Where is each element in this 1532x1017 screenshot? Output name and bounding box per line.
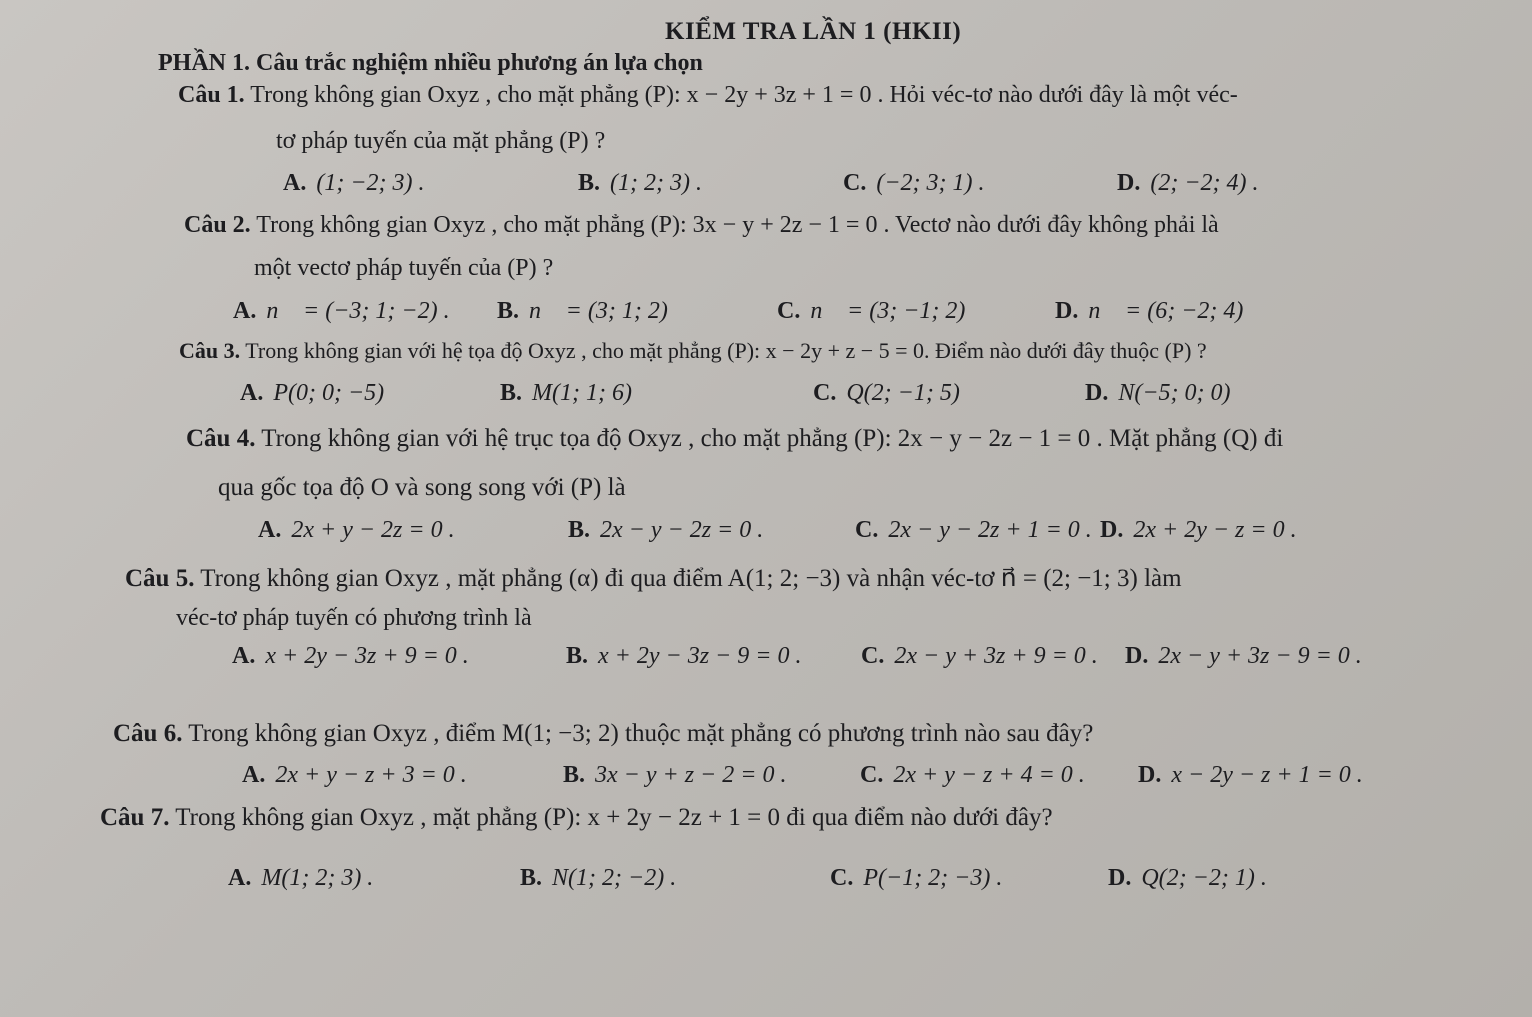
question-text-cont: một vectơ pháp tuyến của (P) ? <box>254 255 554 281</box>
option-b: B. N(1; 2; −2) . <box>520 865 677 891</box>
option-c: C. n⃗ = (3; −1; 2) <box>777 298 966 324</box>
question-label: Câu 7. <box>100 804 170 831</box>
question-text: Trong không gian với hệ trục tọa độ Oxyz , cho mặt phẳng (P): 2x − y − 2z − 1 = 0 . Mặt phẳng (Q) đi <box>261 425 1284 452</box>
option-a: A. 2x + y − 2z = 0 . <box>258 517 455 543</box>
question-6 <box>113 720 1093 748</box>
question-label: Câu 2. <box>184 212 251 238</box>
option-b: B. 3x − y + z − 2 = 0 . <box>563 762 787 788</box>
option-b: B. 2x − y − 2z = 0 . <box>568 517 764 543</box>
option-c: C. 2x − y + 3z + 9 = 0 . <box>861 643 1098 669</box>
option-d: D. 2x − y + 3z − 9 = 0 . <box>1125 643 1362 669</box>
question-label: Câu 3. <box>179 338 241 363</box>
question-label: Câu 1. <box>178 82 245 108</box>
option-a: A. x + 2y − 3z + 9 = 0 . <box>232 643 469 669</box>
question-text: Trong không gian với hệ tọa độ Oxyz , cho mặt phẳng (P): x − 2y + z − 5 = 0. Điểm nào dưới đây thuộc (P) ? <box>245 338 1207 363</box>
question-text-cont: qua gốc tọa độ O và song song với (P) là <box>218 474 626 501</box>
option-c: C. 2x − y − 2z + 1 = 0 . <box>855 517 1092 543</box>
question-5 <box>125 563 1182 593</box>
part-heading: PHẦN 1. Câu trắc nghiệm nhiều phương án lựa chọn <box>158 50 703 76</box>
option-d: D. n⃗ = (6; −2; 4) <box>1055 298 1244 324</box>
option-a: A. 2x + y − z + 3 = 0 . <box>242 762 467 788</box>
option-a: A. (1; −2; 3) . <box>283 170 425 196</box>
option-c: C. P(−1; 2; −3) . <box>830 865 1003 891</box>
option-c: C. (−2; 3; 1) . <box>843 170 985 196</box>
question-label: Câu 4. <box>186 425 256 452</box>
question-text: Trong không gian Oxyz , mặt phẳng (P): x + 2y − 2z + 1 = 0 đi qua điểm nào dưới đây? <box>175 804 1053 831</box>
option-a: A. P(0; 0; −5) <box>240 380 385 406</box>
option-d: D. (2; −2; 4) . <box>1117 170 1259 196</box>
option-b: B. x + 2y − 3z − 9 = 0 . <box>566 643 802 669</box>
option-b: B. n⃗ = (3; 1; 2) <box>497 298 668 324</box>
question-label: Câu 6. <box>113 720 183 747</box>
option-d: D. N(−5; 0; 0) <box>1085 380 1231 406</box>
question-text: Trong không gian Oxyz , mặt phẳng (α) đi qua điểm A(1; 2; −3) và nhận véc-tơ n⃗ = (2; −1; 3) làm <box>200 565 1182 592</box>
exam-title: KIỂM TRA LẦN 1 (HKII) <box>665 18 962 45</box>
option-a: A. M(1; 2; 3) . <box>228 865 374 891</box>
question-text: Trong không gian Oxyz , cho mặt phẳng (P): 3x − y + 2z − 1 = 0 . Vectơ nào dưới đây không phải là <box>256 212 1219 238</box>
option-b: B. M(1; 1; 6) <box>500 380 632 406</box>
question-text-cont: véc-tơ pháp tuyến có phương trình là <box>176 605 532 631</box>
option-b: B. (1; 2; 3) . <box>578 170 702 196</box>
option-c: C. 2x + y − z + 4 = 0 . <box>860 762 1085 788</box>
question-3 <box>179 338 1207 364</box>
option-d: D. Q(2; −2; 1) . <box>1108 865 1267 891</box>
option-a: A. n⃗ = (−3; 1; −2) . <box>233 298 450 324</box>
question-4 <box>186 425 1283 453</box>
question-7 <box>100 804 1053 832</box>
question-2 <box>184 212 1219 239</box>
question-1 <box>178 82 1238 109</box>
question-text: Trong không gian Oxyz , cho mặt phẳng (P): x − 2y + 3z + 1 = 0 . Hỏi véc-tơ nào dưới đây là một véc- <box>250 82 1238 108</box>
question-text: Trong không gian Oxyz , điểm M(1; −3; 2) thuộc mặt phẳng có phương trình nào sau đây? <box>188 720 1094 747</box>
option-d: D. x − 2y − z + 1 = 0 . <box>1138 762 1363 788</box>
option-d: D. 2x + 2y − z = 0 . <box>1100 517 1297 543</box>
question-text-cont: tơ pháp tuyến của mặt phẳng (P) ? <box>276 128 606 154</box>
question-label: Câu 5. <box>125 565 195 592</box>
option-c: C. Q(2; −1; 5) <box>813 380 960 406</box>
